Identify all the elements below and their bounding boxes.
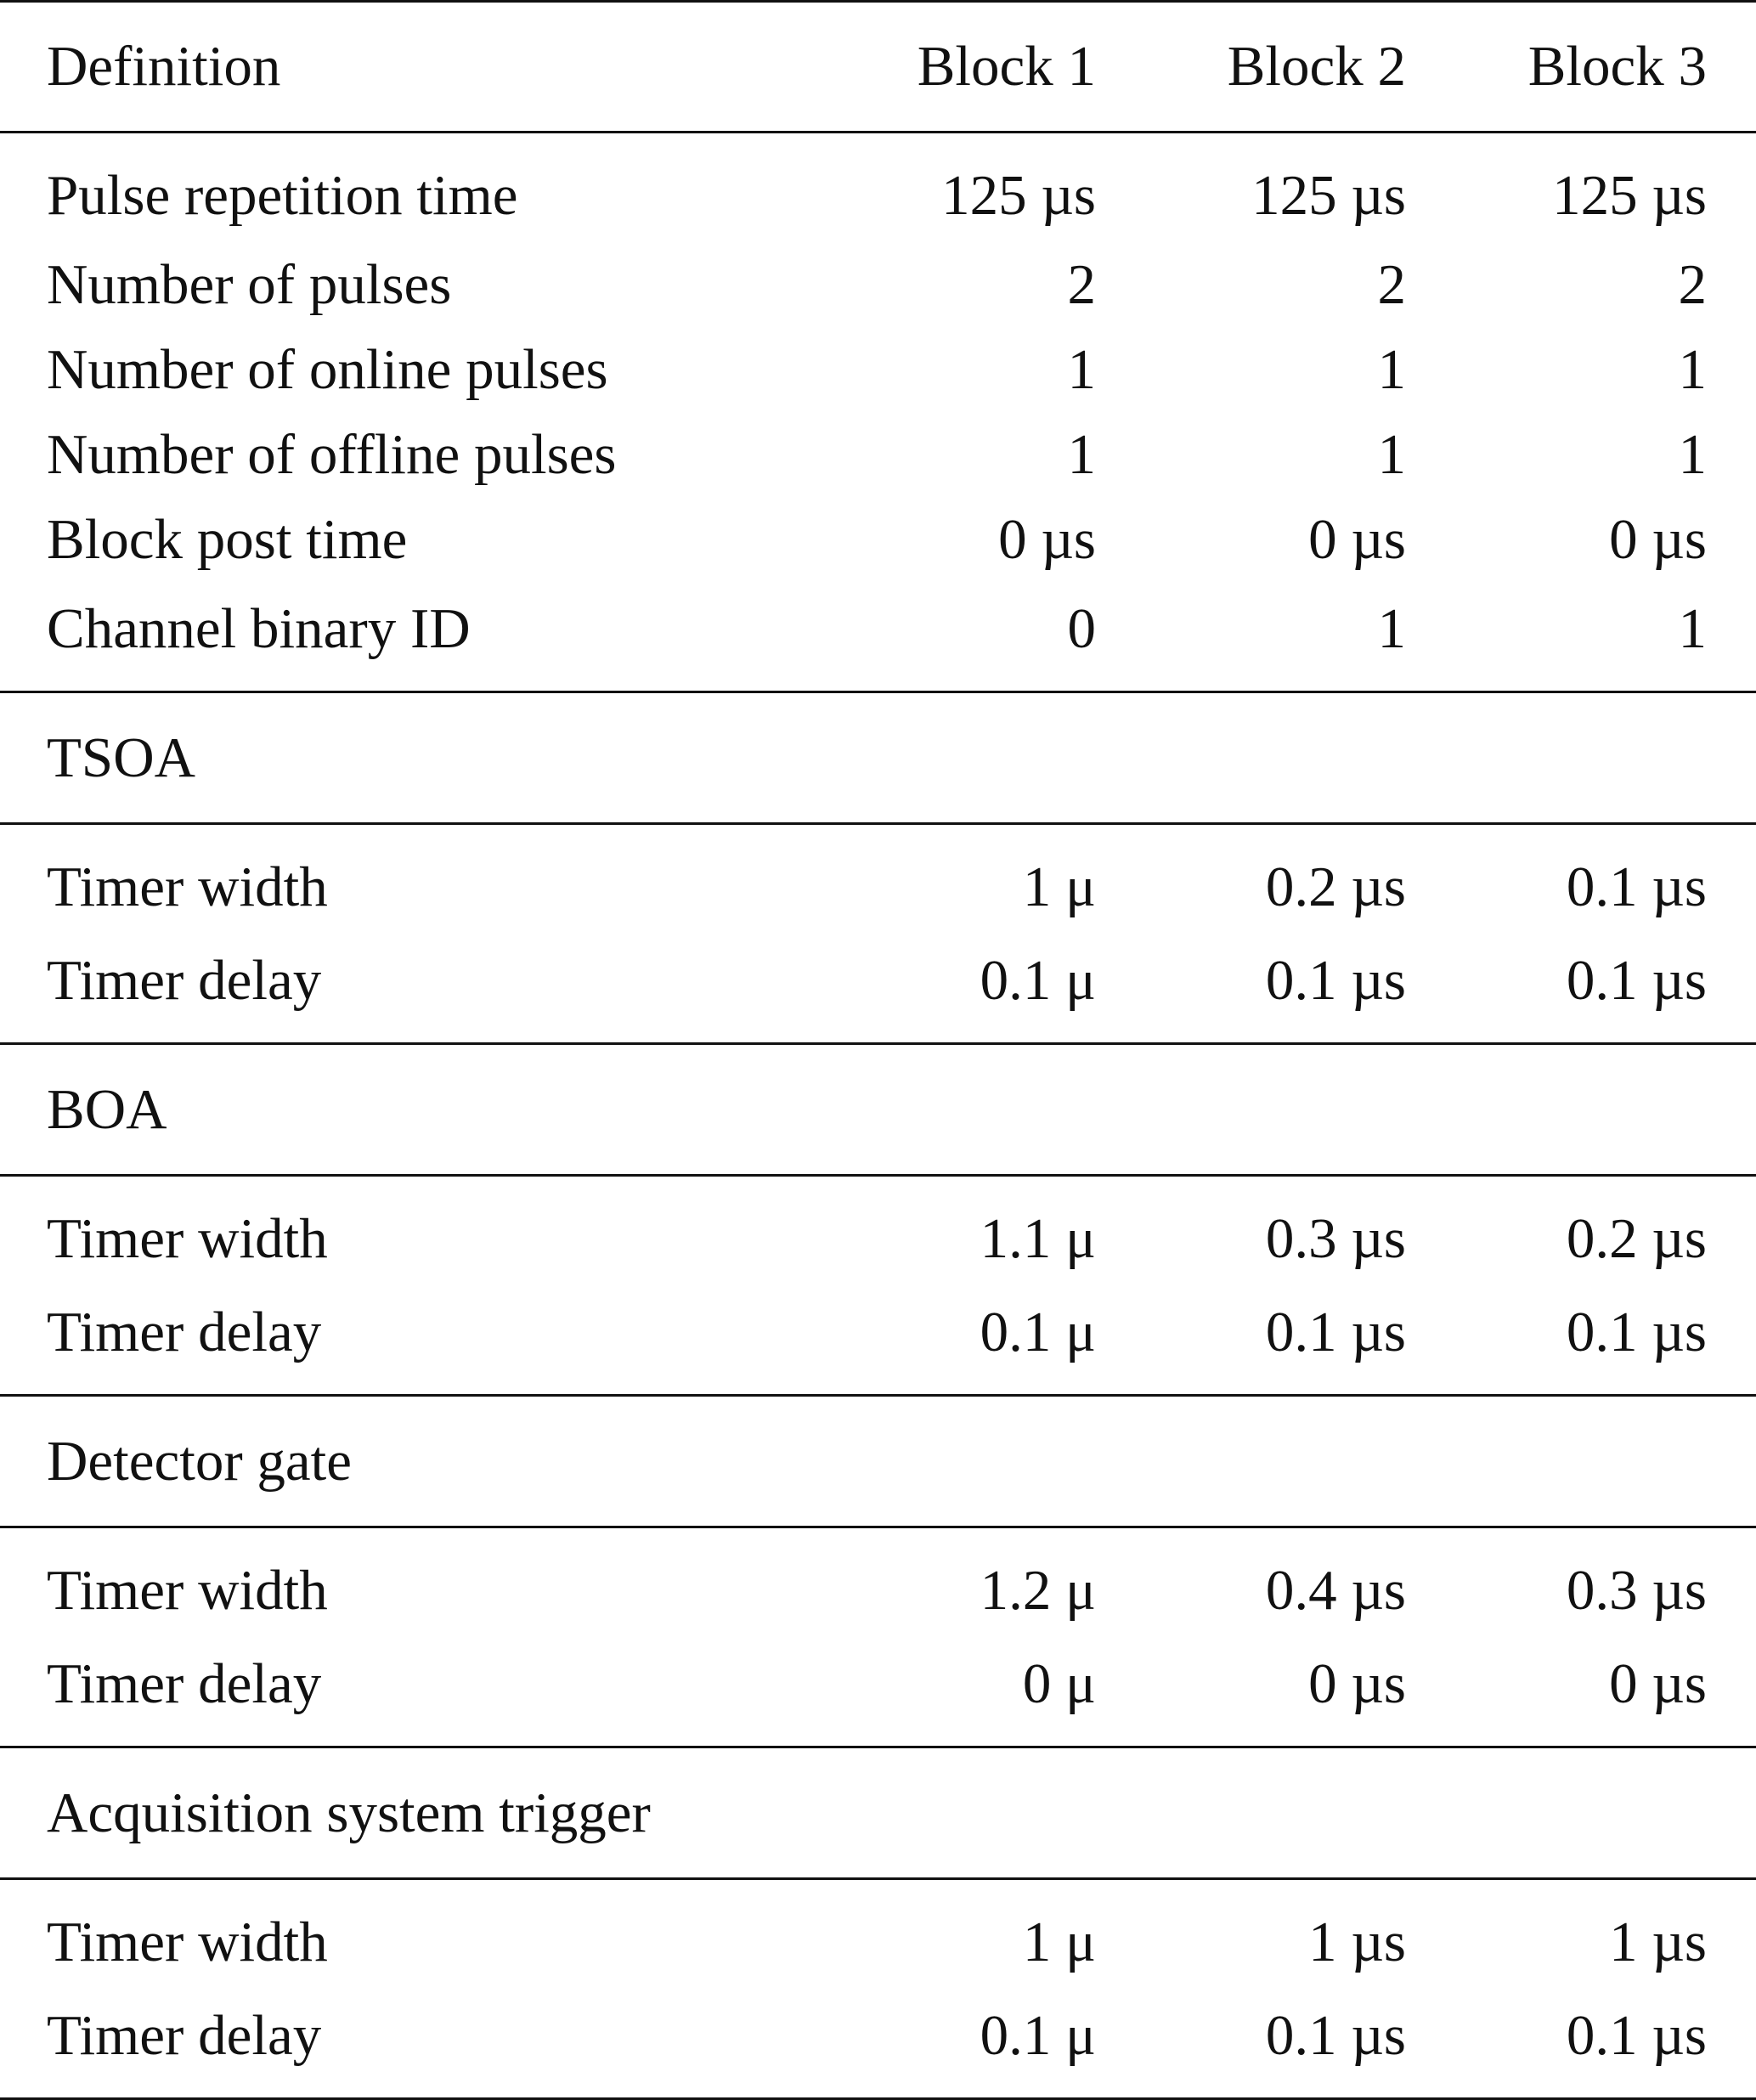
table-row: [0, 133, 1756, 243]
cell-block-2: 0 µs: [1308, 507, 1406, 571]
table-row: [0, 327, 1756, 412]
table-row: [0, 1637, 1756, 1747]
cell-block-1: 1.2 μ: [980, 1558, 1096, 1622]
cell-block-3: 0.3 µs: [1566, 1558, 1707, 1622]
section-header-tsoa: [0, 692, 1756, 824]
cell-block-3: 0 µs: [1609, 1651, 1707, 1715]
header-definition: Definition: [0, 2, 884, 133]
row-label: Timer delay: [47, 948, 322, 1012]
row-label: Timer width: [47, 1558, 328, 1622]
cell-block-3: 0.1 µs: [1566, 948, 1707, 1012]
row-label: Timer delay: [47, 1300, 322, 1363]
table-row: [0, 934, 1756, 1044]
row-label: Block post time: [47, 507, 408, 571]
cell-block-1: 0.1 μ: [980, 1300, 1096, 1363]
cell-block-3: 0.1 µs: [1406, 1989, 1756, 2099]
table-row: [0, 1176, 1756, 1286]
cell-block-1: 1: [1067, 337, 1096, 401]
cell-block-3: 1: [1678, 337, 1707, 401]
cell-block-1: 1: [1067, 422, 1096, 486]
cell-block-1: 0.1 μ: [980, 948, 1096, 1012]
table-row: [0, 1285, 1756, 1396]
table-row: [0, 1879, 1756, 1990]
section-title: BOA: [0, 1044, 1756, 1176]
cell-block-2: 1 µs: [1308, 1910, 1406, 1973]
row-label: Number of offline pulses: [47, 422, 617, 486]
cell-block-1: 0 µs: [998, 507, 1096, 571]
row-label: Timer width: [47, 1206, 328, 1270]
cell-block-1: 1 μ: [1022, 855, 1096, 918]
cell-block-2: 0.4 µs: [1265, 1558, 1406, 1622]
section-header-boa: [0, 1044, 1756, 1176]
row-label: Pulse repetition time: [47, 163, 518, 227]
section-title: Acquisition system trigger: [0, 1747, 1756, 1879]
cell-block-1: 0 μ: [1022, 1651, 1096, 1715]
row-label: Timer delay: [47, 1651, 322, 1715]
cell-block-2: 0.1 µs: [1265, 1300, 1406, 1363]
header-block-3: Block 3: [1406, 2, 1756, 133]
cell-block-3: 125 µs: [1552, 163, 1707, 227]
cell-block-2: 0 µs: [1308, 1651, 1406, 1715]
cell-block-2: 0.3 µs: [1265, 1206, 1406, 1270]
cell-block-3: 1: [1678, 596, 1707, 660]
header-block-2: Block 2: [1096, 2, 1406, 133]
section-title: TSOA: [0, 692, 1756, 824]
section-header-detector-gate: [0, 1396, 1756, 1527]
cell-block-2: 0.2 µs: [1265, 855, 1406, 918]
cell-block-2: 0.1 µs: [1265, 948, 1406, 1012]
cell-block-3: 0.2 µs: [1566, 1206, 1707, 1270]
cell-block-1: 125 µs: [941, 163, 1096, 227]
table-row: [0, 1989, 1756, 2099]
cell-block-2: 1: [1377, 422, 1406, 486]
row-label: Timer delay: [0, 1989, 884, 2099]
cell-block-3: 0 µs: [1609, 507, 1707, 571]
row-label: Channel binary ID: [47, 596, 471, 660]
cell-block-2: 1: [1377, 337, 1406, 401]
table-row: [0, 1527, 1756, 1638]
table-row: [0, 412, 1756, 497]
cell-block-2: 1: [1377, 596, 1406, 660]
row-label: Number of online pulses: [47, 337, 608, 401]
row-label: Number of pulses: [47, 252, 452, 316]
row-label: Timer width: [47, 1910, 328, 1973]
cell-block-3: 2: [1678, 252, 1707, 316]
cell-block-1: 0.1 μ: [884, 1989, 1096, 2099]
table-header-row: [0, 2, 1756, 133]
section-header-acquisition-system-trigger: [0, 1747, 1756, 1879]
table-row: [0, 582, 1756, 692]
table-row: [0, 824, 1756, 934]
cell-block-1: 2: [1067, 252, 1096, 316]
cell-block-2: 2: [1377, 252, 1406, 316]
section-title: Detector gate: [0, 1396, 1756, 1527]
table-row: [0, 242, 1756, 327]
header-block-1: Block 1: [884, 2, 1096, 133]
cell-block-1: 0: [1067, 596, 1096, 660]
cell-block-3: 0.1 µs: [1566, 1300, 1707, 1363]
cell-block-2: 125 µs: [1251, 163, 1406, 227]
table-row: [0, 497, 1756, 582]
cell-block-1: 1.1 μ: [980, 1206, 1096, 1270]
row-label: Timer width: [47, 855, 328, 918]
cell-block-3: 1 µs: [1609, 1910, 1707, 1973]
cell-block-3: 0.1 µs: [1566, 855, 1707, 918]
cell-block-3: 1: [1678, 422, 1707, 486]
cell-block-2: 0.1 µs: [1096, 1989, 1406, 2099]
cell-block-1: 1 μ: [1022, 1910, 1096, 1973]
